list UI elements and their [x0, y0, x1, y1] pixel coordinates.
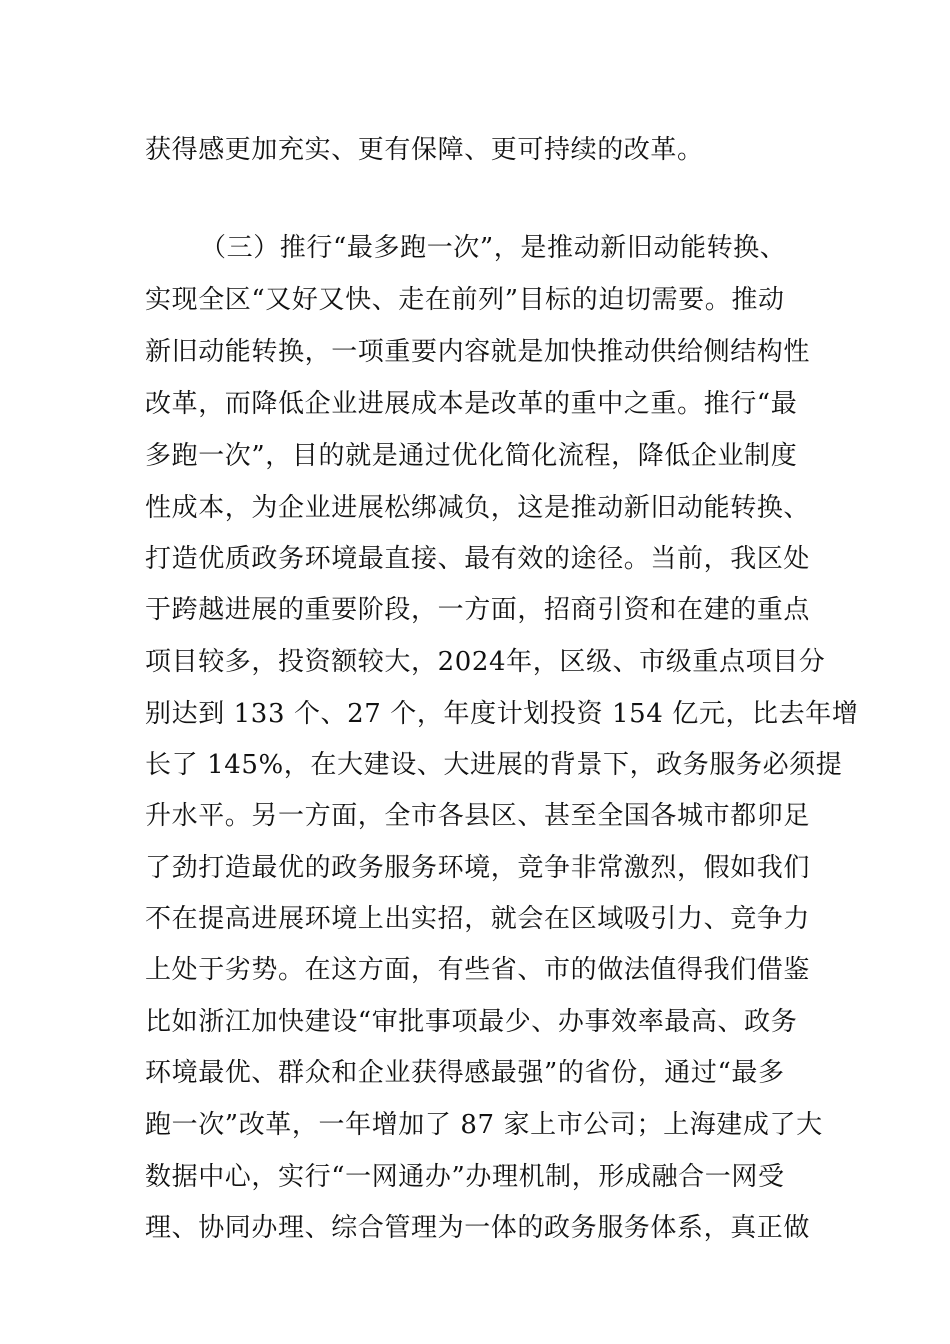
text-line: 项目较多，投资额较大，2024年，区级、市级重点项目分 [145, 647, 826, 677]
text-line: 打造优质政务环境最直接、最有效的途径。当前，我区处 [145, 544, 811, 574]
text-line: 实现全区“又好又快、走在前列”目标的迫切需要。推动 [145, 285, 785, 315]
text-line: 性成本，为企业进展松绑减负，这是推动新旧动能转换、 [145, 493, 811, 523]
text-line: 多跑一次”，目的就是通过优化简化流程，降低企业制度 [145, 441, 798, 471]
text-line: 别达到 133 个、27 个，年度计划投资 154 亿元，比去年增 [145, 699, 859, 729]
text-line: 上处于劣势。在这方面，有些省、市的做法值得我们借鉴 [145, 955, 811, 985]
text-line: 不在提高进展环境上出实招，就会在区域吸引力、竞争力 [145, 904, 811, 934]
text-line: 数据中心，实行“一网通办”办理机制，形成融合一网受 [145, 1162, 785, 1192]
text-line: 升水平。另一方面，全市各县区、甚至全国各城市都卯足 [145, 801, 811, 831]
text-line: 环境最优、群众和企业获得感最强”的省份，通过“最多 [145, 1058, 785, 1088]
text-line: 长了 145%，在大建设、大进展的背景下，政务服务必须提 [145, 750, 843, 780]
text-line: 新旧动能转换，一项重要内容就是加快推动供给侧结构性 [145, 337, 811, 367]
text-line: 于跨越进展的重要阶段，一方面，招商引资和在建的重点 [145, 595, 811, 625]
text-line: 改革，而降低企业进展成本是改革的重中之重。推行“最 [145, 389, 798, 419]
text-line: 跑一次”改革，一年增加了 87 家上市公司；上海建成了大 [145, 1110, 823, 1140]
text-line: 了劲打造最优的政务服务环境，竞争非常激烈，假如我们 [145, 853, 811, 883]
text-line: 比如浙江加快建设“审批事项最少、办事效率最高、政务 [145, 1007, 798, 1037]
text-line: 理、协同办理、综合管理为一体的政务服务体系，真正做 [145, 1213, 811, 1243]
text-line: 获得感更加充实、更有保障、更可持续的改革。 [145, 135, 704, 165]
section-heading-line: （三）推行“最多跑一次”，是推动新旧动能转换、 [200, 233, 787, 263]
